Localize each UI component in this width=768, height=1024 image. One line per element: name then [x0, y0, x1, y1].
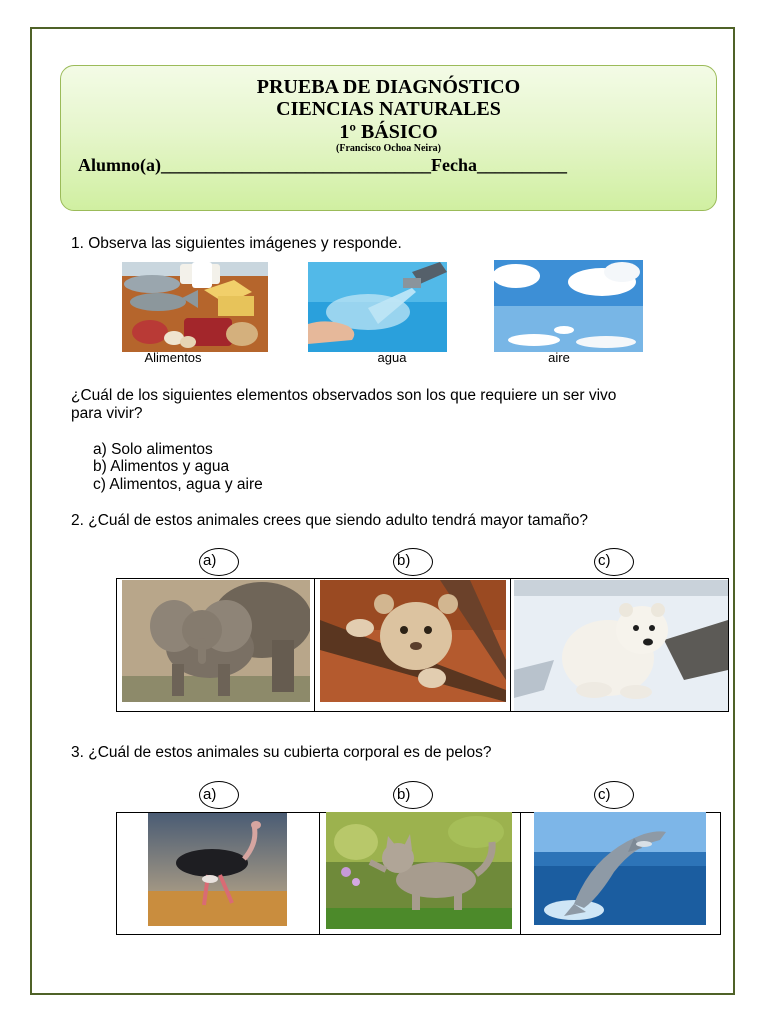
- water-image: [308, 262, 447, 352]
- ostrich-image: [148, 813, 287, 926]
- dolphin-image: [534, 812, 706, 925]
- question-1-text-line1: ¿Cuál de los siguientes elementos observados son los que requiere un ser vivo: [71, 387, 617, 404]
- student-date-line: Alumno(a)______________________________Fecha__________: [78, 155, 567, 175]
- question-1-text-line2: para vivir?: [71, 405, 143, 422]
- choice-c-label: c): [598, 786, 611, 803]
- polar-bear-image: [514, 580, 728, 711]
- food-image: [122, 262, 268, 352]
- choice-c-label: c): [598, 552, 611, 569]
- author-name: (Francisco Ochoa Neira): [336, 143, 441, 154]
- option-c: c) Alimentos, agua y aire: [93, 476, 263, 493]
- question-2-prompt: 2. ¿Cuál de estos animales crees que siendo adulto tendrá mayor tamaño?: [71, 512, 588, 529]
- table-divider: [319, 812, 320, 935]
- question-3-prompt: 3. ¿Cuál de estos animales su cubierta corporal es de pelos?: [71, 744, 492, 761]
- caption-air: aire: [548, 350, 570, 365]
- choice-a-label: a): [203, 552, 217, 569]
- question-1-prompt: 1. Observa las siguientes imágenes y responde.: [71, 235, 402, 252]
- choice-b-label: b): [397, 552, 411, 569]
- elephant-image: [122, 580, 310, 702]
- table-divider: [510, 578, 511, 712]
- subject-title: CIENCIAS NATURALES: [276, 98, 501, 120]
- choice-a-label: a): [203, 786, 217, 803]
- table-divider: [314, 578, 315, 712]
- grade-title: 1º BÁSICO: [339, 121, 438, 143]
- option-a: a) Solo alimentos: [93, 441, 213, 458]
- caption-water: agua: [377, 350, 407, 365]
- choice-b-label: b): [397, 786, 411, 803]
- test-title: PRUEBA DE DIAGNÓSTICO: [256, 76, 521, 98]
- caption-food: Alimentos: [144, 350, 202, 365]
- option-b: b) Alimentos y agua: [93, 458, 230, 475]
- table-divider: [520, 812, 521, 935]
- header-box: [60, 65, 717, 211]
- lion-cub-image: [320, 580, 506, 702]
- air-sky-image: [494, 260, 643, 352]
- kitten-image: [326, 812, 512, 929]
